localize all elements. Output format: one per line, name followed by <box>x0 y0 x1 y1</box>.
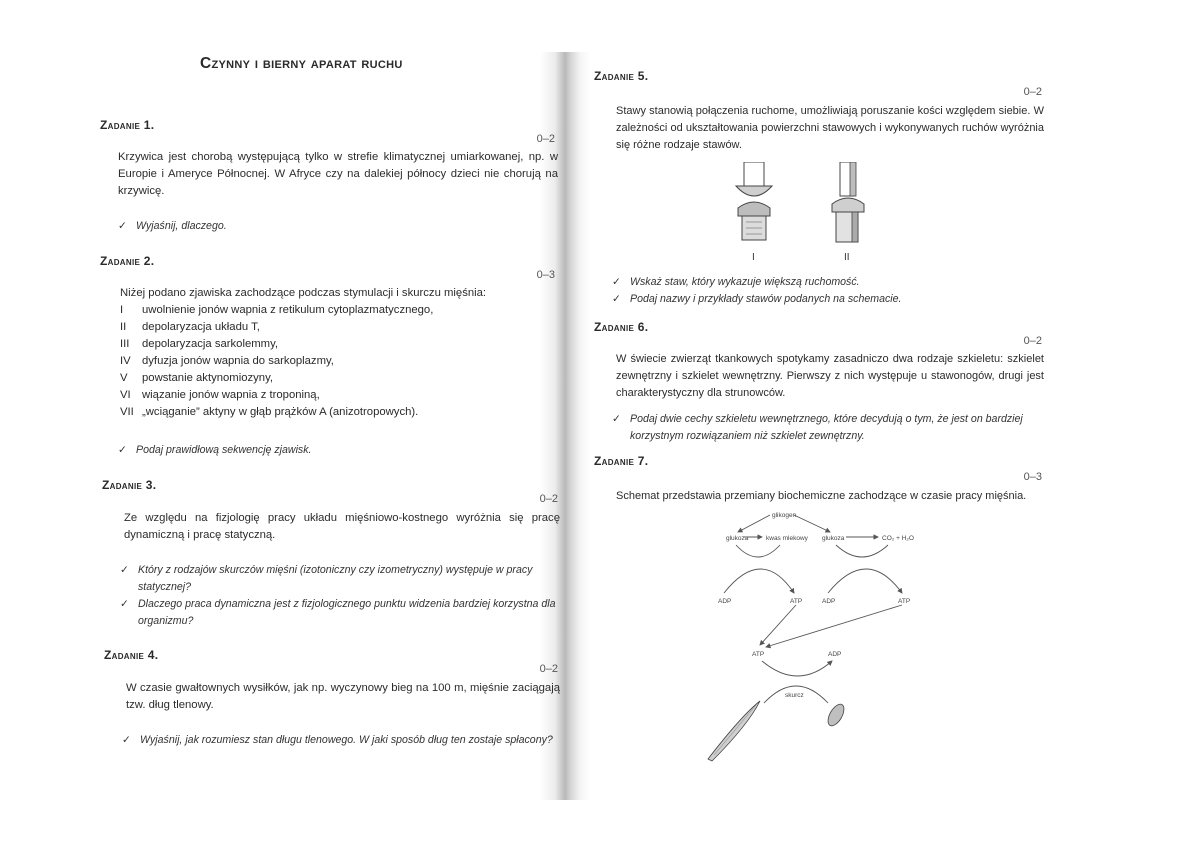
arc-bottom-cycle <box>762 661 832 676</box>
task-1-text: Krzywica jest chorobą występującą tylko w strefie klimatycznej umiarkowanej, np. w Europie i Ameryce Północnej. W Afryce czy na dalekiej północy dzieci nie chorują na krzywicę. <box>118 151 558 197</box>
task-1-points: 0–2 <box>536 133 555 145</box>
curve-left-cycle-top <box>736 545 780 557</box>
task-6-text: W świecie zwierząt tkankowych spotykamy zasadniczo dwa rodzaje szkieletu: szkielet zewnętrzny i szkielet wewnętrzny. Pierwszy z nich występuje u stawonogów, drugi jest charakterystyczny dla strunowców. <box>616 353 1044 399</box>
task-6-points: 0–2 <box>1023 335 1042 347</box>
right-page <box>592 55 1044 785</box>
adp-2-label: ADP <box>822 598 836 605</box>
muscle-fiber-contracted <box>825 702 847 729</box>
task-5-heading: Zadanie 5. <box>594 69 649 83</box>
checkmark-icon: ✓ <box>612 413 621 425</box>
checkmark-icon: ✓ <box>120 598 129 610</box>
atp-1-label: ATP <box>790 598 803 605</box>
task-1-heading: Zadanie 1. <box>100 118 155 132</box>
lactic-acid-label: kwas mlekowy <box>766 535 808 542</box>
arc-right-cycle <box>828 569 902 593</box>
task-7-points: 0–3 <box>1023 471 1042 483</box>
list-item: VI wiązanie jonów wapnia z troponiną, <box>120 389 320 401</box>
arc-left-cycle <box>724 569 794 593</box>
task-6-heading: Zadanie 6. <box>594 320 649 334</box>
checkmark-icon: ✓ <box>118 444 127 456</box>
task-7-heading: Zadanie 7. <box>594 454 649 468</box>
checkmark-icon: ✓ <box>612 293 621 305</box>
task-2-points: 0–3 <box>536 269 555 281</box>
task-4-text: W czasie gwałtownych wysiłków, jak np. wyczynowy bieg na 100 m, mięśnie zaciągają tzw. dług tlenowy. <box>126 682 560 711</box>
task-7-text: Schemat przedstawia przemiany biochemiczne zachodzące w czasie pracy mięśnia. <box>616 490 1027 502</box>
adp-3-label: ADP <box>828 651 842 658</box>
contraction-label: skurcz <box>785 692 804 699</box>
task-3-question-2: ✓ Dlaczego praca dynamiczna jest z fizjologicznego punktu widzenia bardziej korzystna dla organizmu? <box>120 598 556 627</box>
glucose-right-label: glukoza <box>822 535 845 542</box>
left-page <box>100 55 560 785</box>
muscle-fiber-long <box>708 701 760 761</box>
task-3-points: 0–2 <box>539 493 558 505</box>
curve-right-cycle-top <box>836 545 888 557</box>
task-5-text: Stawy stanowią połączenia ruchome, umożliwiają poruszanie kości względem siebie. W zależności od ukształtowania powierzchni stawowych i wykonywanych ruchów wyróżnia się różne rodzaje stawów. <box>616 105 1044 151</box>
atp-2-label: ATP <box>898 598 911 605</box>
task-1-question-1: ✓ Wyjaśnij, dlaczego. <box>118 218 566 235</box>
joint-i-drawing <box>736 162 772 240</box>
checkmark-icon: ✓ <box>122 734 131 746</box>
biochemistry-diagram <box>702 505 942 765</box>
task-2-phenomena-list <box>120 302 550 421</box>
adp-1-label: ADP <box>718 598 732 605</box>
task-2-intro: Niżej podano zjawiska zachodzące podczas stymulacji i skurczu mięśnia: <box>120 287 487 299</box>
list-item: IV dyfuzja jonów wapnia do sarkoplazmy, <box>120 355 334 367</box>
atp-3-label: ATP <box>752 651 765 658</box>
task-4-heading: Zadanie 4. <box>104 648 159 662</box>
task-3-text: Ze względu na fizjologię pracy układu mięśniowo-kostnego wyróżnia się pracę dynamiczną i pracę statyczną. <box>124 512 560 541</box>
page-title: Czynny i bierny aparat ruchu <box>200 55 403 72</box>
task-5-question-1: ✓ Wskaż staw, który wykazuje większą ruchomość. <box>612 274 1058 291</box>
task-3-question-1: ✓ Który z rodzajów skurczów mięśni (izotoniczny czy izometryczny) występuje w pracy statycznej? <box>120 564 533 593</box>
arrow-atp2-to-atp3 <box>766 605 902 647</box>
task-4-points: 0–2 <box>539 663 558 675</box>
task-2-question-1: ✓ Podaj prawidłową sekwencję zjawisk. <box>118 442 566 459</box>
checkmark-icon: ✓ <box>120 564 129 576</box>
glucose-left-label: glukoza <box>726 535 749 542</box>
task-3-heading: Zadanie 3. <box>102 478 157 492</box>
task-4-question-1: ✓ Wyjaśnij, jak rozumiesz stan długu tlenowego. W jaki sposób dług ten zostaje spłacony? <box>122 732 576 749</box>
task-6-question-1: ✓ Podaj dwie cechy szkieletu wewnętrznego, które decydują o tym, że jest on bardziej korzystnym rozwiązaniem niż szkielet zewnętrzny. <box>612 413 1023 442</box>
list-item: VII „wciąganie” aktyny w głąb prążków A (anizotropowych). <box>120 406 419 418</box>
arrow-glycogen-glucose-left <box>738 515 770 532</box>
joint-ii-drawing <box>832 162 864 242</box>
task-5-question-2: ✓ Podaj nazwy i przykłady stawów podanych na schemacie. <box>612 291 1058 308</box>
arrow-glycogen-glucose-right <box>794 515 830 532</box>
list-item: V powstanie aktynomiozyny, <box>120 372 274 384</box>
glycogen-label: glikogen <box>772 512 797 519</box>
checkmark-icon: ✓ <box>612 276 621 288</box>
list-item: III depolaryzacja sarkolemmy, <box>120 338 279 350</box>
checkmark-icon: ✓ <box>118 220 127 232</box>
joint-i-label: I <box>752 252 755 262</box>
co2-h2o-label: CO₂ + H₂O <box>882 535 914 542</box>
list-item: II depolaryzacja układu T, <box>120 321 260 333</box>
task-5-points: 0–2 <box>1023 86 1042 98</box>
task-2-heading: Zadanie 2. <box>100 254 155 268</box>
joint-ii-label: II <box>844 252 850 262</box>
joints-figure <box>722 162 882 262</box>
list-item: I uwolnienie jonów wapnia z retikulum cytoplazmatycznego, <box>120 304 434 316</box>
